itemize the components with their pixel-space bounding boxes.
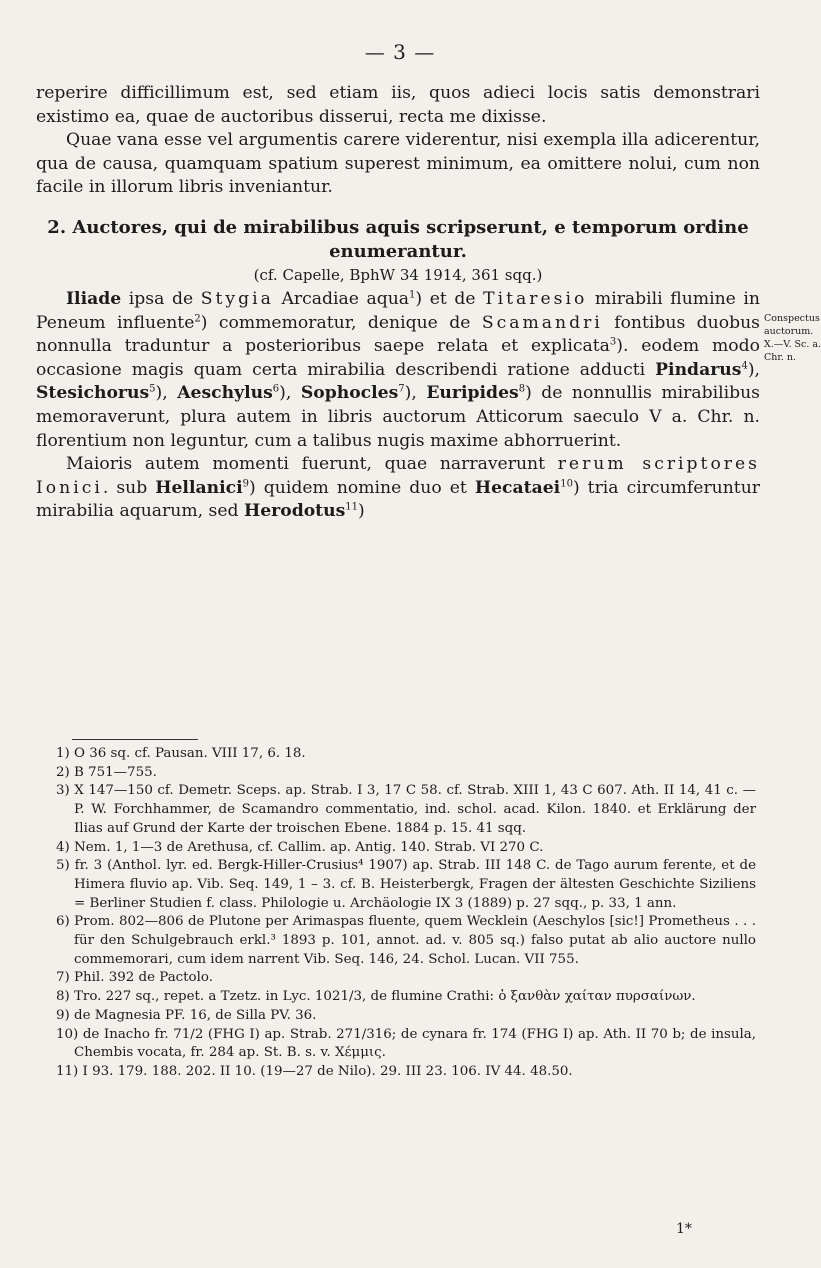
text-run: ) quidem nomine duo et	[249, 477, 475, 498]
text-run: Maioris autem momenti fuerunt, quae narraverunt	[66, 454, 558, 475]
phrase-rerum-scriptores: rerum scriptores Ionici	[36, 454, 761, 498]
text-run: ). eodem modo occasione magis quam certa mirabilia describendi ratione adducti	[36, 336, 760, 380]
paragraph-4	[36, 453, 760, 524]
heading-reference: (cf. Capelle, BphW 34 1914, 361 sqq.)	[253, 265, 543, 284]
text-run: Arcadiae aqua	[273, 288, 410, 309]
section-heading: 2. Auctores, qui de mirabilibus aquis scripserunt, e temporum ordine enumerantur.	[47, 216, 749, 262]
name-sophocles: Sophocles	[300, 383, 399, 404]
main-text	[36, 82, 760, 524]
footnote-ref: 8	[518, 383, 526, 395]
text-run: ) tria circumferuntur mirabilia aquarum, sed	[36, 477, 760, 522]
margin-note-line: auctorum.	[764, 326, 814, 337]
footnote-ref: 9	[242, 477, 250, 489]
footnote-ref: 5	[149, 383, 156, 395]
text-run: ),	[279, 383, 301, 404]
text-run: ),	[404, 383, 427, 404]
footnote: 4) Nem. 1, 1—3 de Arethusa, cf. Callim. ap. Antig. 140. Strab. VI 270 C.	[56, 839, 544, 855]
name-euripides: Euripides	[426, 383, 519, 404]
footnote-ref: 11	[345, 501, 359, 513]
name-hecataei: Hecataei	[474, 477, 561, 498]
footnote-ref: 7	[398, 383, 405, 395]
name-titaresio: Titaresio	[483, 288, 588, 309]
text-run: ) de nonnullis mirabilibus memoraverunt, plura autem in libris auctorum Atticorum saeculo V a. Chr. n. florentium non leguntur, cum a talibus nugis maxime abhorruerint.	[36, 383, 760, 451]
text-run: . sub	[102, 477, 156, 498]
footnote-rule	[72, 739, 198, 740]
text-run: ) commemoratur, denique de	[200, 312, 482, 333]
footnotes	[56, 745, 756, 1082]
margin-note	[764, 312, 821, 364]
footnote: 8) Tro. 227 sq., repet. a Tzetz. in Lyc. 1021/3, de flumine Crathi: ὁ ξανθὰν χαίταν πυρσαίνων.	[56, 989, 696, 1005]
name-stesichorus: Stesichorus	[36, 383, 150, 404]
text-run: ipsa de	[121, 288, 201, 309]
name-herodotus: Herodotus	[244, 501, 346, 522]
margin-note-line: Chr. n.	[764, 352, 797, 363]
name-iliade: Iliade	[66, 288, 122, 309]
footnote-ref: 3	[609, 336, 617, 348]
page-number: — 3 —	[364, 40, 436, 64]
signature-mark: 1*	[676, 1221, 692, 1237]
footnote: 7) Phil. 392 de Pactolo.	[56, 970, 213, 986]
name-scamandri: Scamandri	[481, 312, 603, 333]
footnote: 10) de Inacho fr. 71/2 (FHG I) ap. Strab. 271/316; de cynara fr. 174 (FHG I) ap. Ath. II 70 b; de insula, Chembis vocata, fr. 284 ap. St. B. s. v. Χέμμις.	[56, 1026, 756, 1061]
footnote-ref: 4	[741, 360, 748, 372]
footnote: 9) de Magnesia PF. 16, de Silla PV. 36.	[56, 1007, 317, 1023]
footnote: 6) Prom. 802—806 de Plutone per Arimaspas fluente, quem Wecklein (Aeschylos [sic!] Prometheus . . . für den Schulgebrauch erkl.³ 1893 p. 101, annot. ad. v. 805 sq.) falso putat ab alio auctore nullo commemorari, cum idem narrent Vib. Seq. 146, 24. Schol. Lucan. VII 755.	[56, 914, 756, 967]
margin-note-line: X.—V. Sc. a.	[764, 339, 821, 350]
footnote-ref: 1	[409, 289, 416, 301]
name-stygia: Stygia	[200, 288, 274, 309]
footnote: 11) I 93. 179. 188. 202. II 10. (19—27 de Nilo). 29. III 23. 106. IV 44. 48.50.	[56, 1063, 573, 1079]
footnote-ref: 10	[560, 477, 573, 489]
name-aeschylus: Aeschylus	[177, 383, 273, 404]
paragraph-2: Quae vana esse vel argumentis carere viderentur, nisi exempla illa adicerentur, qua de causa, quamquam spatium superest minimum, ea omittere nolui, cum non facile in illorum libris inveniantur.	[36, 130, 760, 198]
footnote: 2) B 751—755.	[56, 764, 157, 780]
name-hellanici: Hellanici	[155, 477, 243, 498]
footnote-ref: 2	[194, 312, 201, 324]
footnote-ref: 6	[272, 383, 280, 395]
text-run: )	[358, 501, 365, 522]
text-run: ) et de	[415, 288, 484, 309]
footnote: 5) fr. 3 (Anthol. lyr. ed. Bergk-Hiller-Crusius⁴ 1907) ap. Strab. III 148 C. de Tago aurum ferente, et de Himera fluvio ap. Vib. Seq. 149, 1 – 3. cf. B. Heisterbergk, Fragen der ältesten Geschichte Siziliens = Berliner Studien f. class. Philologie u. Archäologie IX 3 (1889) p. 27 sqq., p. 33, 1 ann.	[56, 858, 756, 911]
text-run: ),	[747, 359, 760, 380]
margin-note-line: Conspectus	[764, 313, 820, 324]
text-run: mirabili flumine in Peneum influente	[36, 288, 760, 333]
paragraph-1: reperire difficillimum est, sed etiam iis, quos adieci locis satis demonstrari existimo ea, quae de auctoribus disserui, recta me dixisse.	[36, 83, 760, 127]
text-run: fontibus duobus nonnulla traduntur a posterioribus saepe relata et explicata	[36, 312, 760, 357]
name-pindarus: Pindarus	[655, 359, 742, 380]
footnote: 1) O 36 sq. cf. Pausan. VIII 17, 6. 18.	[56, 746, 306, 761]
text-run: ),	[155, 383, 178, 404]
footnote: 3) X 147—150 cf. Demetr. Sceps. ap. Strab. I 3, 17 C 58. cf. Strab. XIII 1, 43 C 607. Ath. II 14, 41 c. — P. W. Forchhammer, de Scamandro commentatio, ind. schol. acad. Kilon. 1840. et Erklärung der Ilias auf Grund der Karte der troischen Ebene. 1884 p. 15. 41 sqq.	[56, 783, 756, 836]
paragraph-3	[36, 288, 760, 453]
